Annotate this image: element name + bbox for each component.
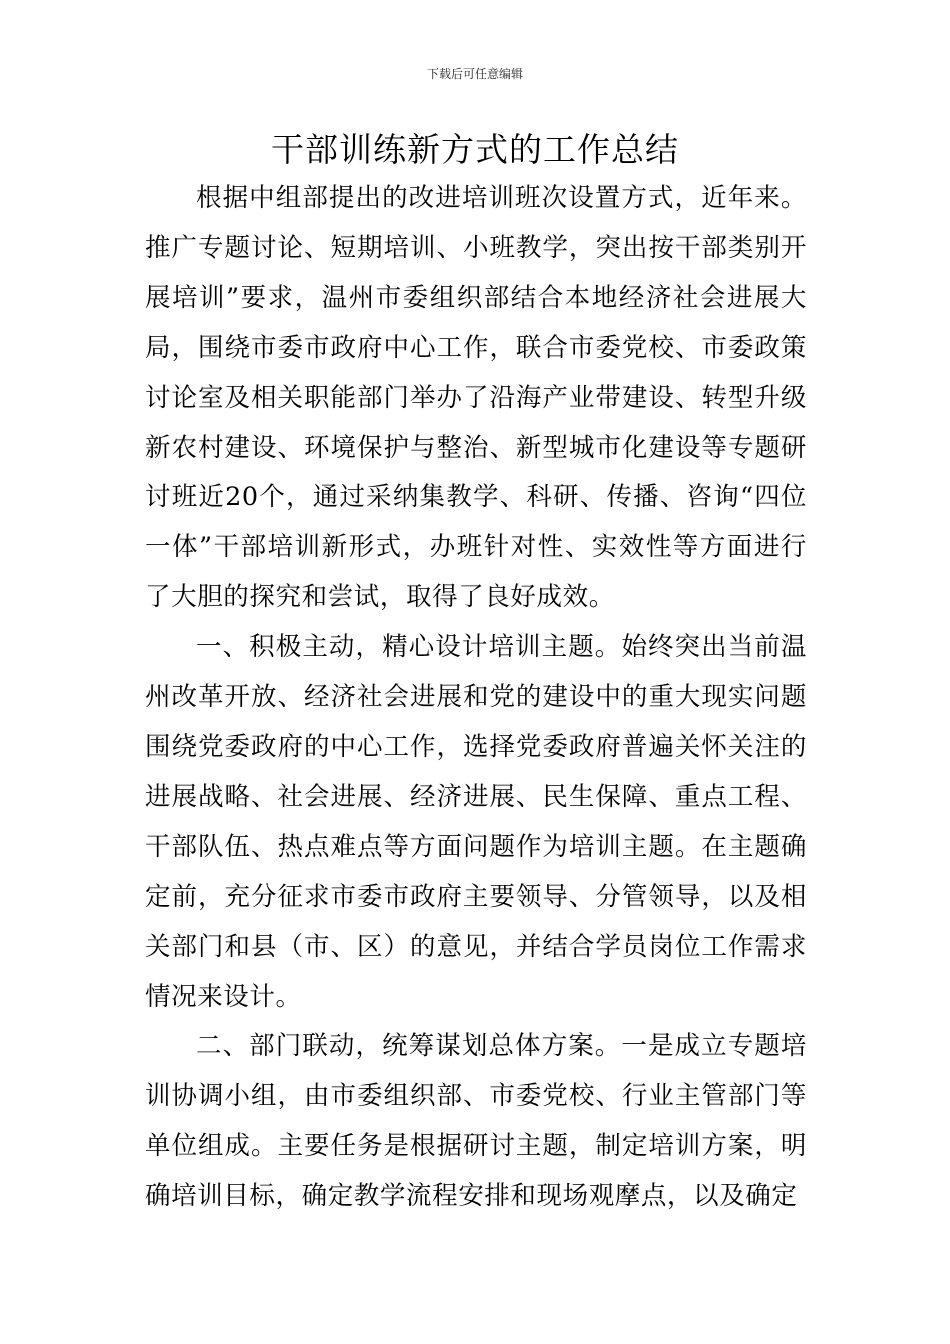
paragraph-section-1: 一、积极主动，精心设计培训主题。始终突出当前温州改革开放、经济社会进展和党的建设中的重大现实问题围绕党委政府的中心工作，选择党委政府普遍关怀关注的进展战略、社会进展、经济进展、民生保障、重点工程、干部队伍、热点难点等方面问题作为培训主题。在主题确定前，充分征求市委市政府主要领导、分管领导，以及相关部门和县（市、区）的意见，并结合学员岗位工作需求情况来设计。: [145, 632, 807, 1012]
document-body: [145, 174, 807, 1222]
paragraph-section-2: 二、部门联动，统筹谋划总体方案。一是成立专题培训协调小组，由市委组织部、市委党校、行业主管部门等单位组成。主要任务是根据研讨主题，制定培训方案，明确培训目标，确定教学流程安排和现场观摩点，以及确定: [145, 1031, 807, 1212]
header-note: 下载后可任意编辑: [426, 67, 523, 81]
document-title: 干部训练新方式的工作总结: [271, 130, 679, 169]
paragraph-intro: 根据中组部提出的改进培训班次设置方式，近年来。推广专题讨论、短期培训、小班教学，突出按干部类别开展培训”要求，温州市委组织部结合本地经济社会进展大局，围绕市委市政府中心工作，联合市委党校、市委政策讨论室及相关职能部门举办了沿海产业带建设、转型升级新农村建设、环境保护与整治、新型城市化建设等专题研讨班近20个，通过采纳集教学、科研、传播、咨询“四位一体”干部培训新形式，办班针对性、实效性等方面进行了大胆的探究和尝试，取得了良好成效。: [145, 183, 807, 613]
